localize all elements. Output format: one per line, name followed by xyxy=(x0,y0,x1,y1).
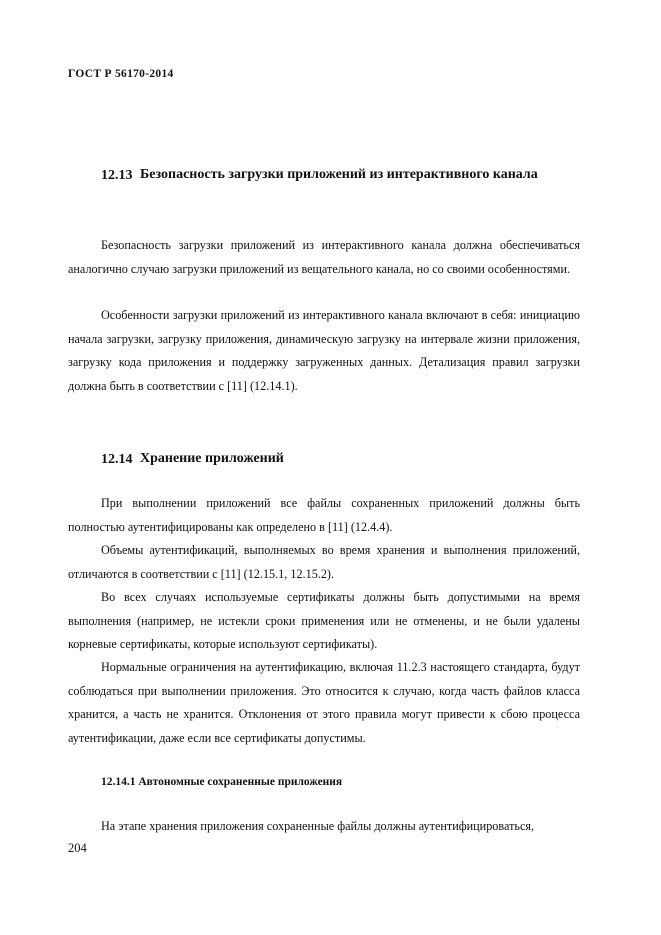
section-12-13-number: 12.13 xyxy=(101,168,133,183)
subsection-12-14-1-paragraph-1: На этапе хранения приложения сохраненные файлы должны аутентифицироваться, xyxy=(101,819,535,833)
section-12-13-title: Безопасность загрузки приложений из интерактивного канала xyxy=(140,167,538,182)
section-12-14-title: Хранение приложений xyxy=(140,451,284,466)
section-12-14-paragraph-4: Нормальные ограничения на аутентификацию, включая 11.2.3 настоящего стандарта, будут соблюдаться при выполнении приложения. Это относится к случаю, когда часть файлов класса хранится, а часть не хранится. Отклонения от этого правила могут привести к сбою процесса аутентификации, даже если все сертификаты допустимы. xyxy=(68,660,580,745)
page-number: 204 xyxy=(68,841,87,855)
standard-header: ГОСТ Р 56170-2014 xyxy=(68,68,174,80)
section-12-14-paragraph-1: При выполнении приложений все файлы сохраненных приложений должны быть полностью аутентифицированы как определено в [11] (12.4.4). xyxy=(68,496,580,534)
section-12-14-number: 12.14 xyxy=(101,452,133,467)
subsection-12-14-1-title: 12.14.1 Автономные сохраненные приложения xyxy=(101,776,343,788)
section-12-14-paragraph-2: Объемы аутентификаций, выполняемых во время хранения и выполнения приложений, отличаются в соответствии с [11] (12.15.1, 12.15.2). xyxy=(68,543,580,581)
section-12-14-paragraph-3: Во всех случаях используемые сертификаты должны быть допустимыми на время выполнения (например, не истекли сроки применения или не отменены, и не были удалены корневые сертификаты, которые используют сертификаты). xyxy=(68,590,580,651)
section-12-13-paragraph-2: Особенности загрузки приложений из интерактивного канала включают в себя: инициацию начала загрузки, загрузку приложения, динамическую загрузку на интервале жизни приложения, загрузку кода приложения и поддержку загруженных данных. Детализация правил загрузки должна быть в соответствии с [11] (12.14.1). xyxy=(68,308,580,393)
section-12-13-paragraph-1: Безопасность загрузки приложений из интерактивного канала должна обеспечиваться аналогично случаю загрузки приложений из вещательного канала, но со своими особенностями. xyxy=(68,238,580,276)
